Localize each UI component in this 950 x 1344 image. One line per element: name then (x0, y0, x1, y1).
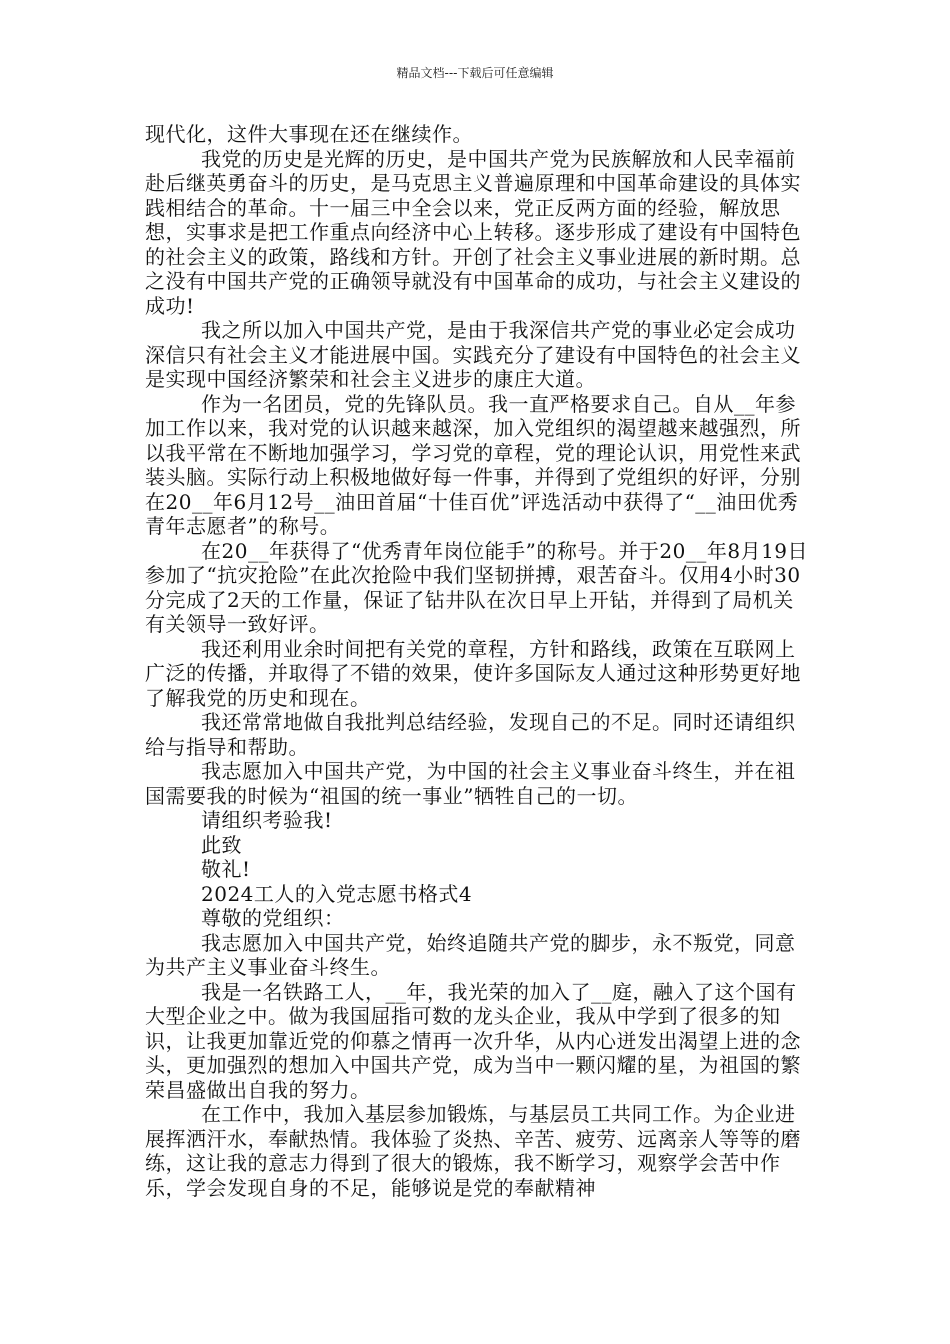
section-title: 2024工人的入党志愿书格式4 (201, 881, 473, 906)
paragraph: 我志愿加入中国共产党，为中国的社会主义事业奋斗终生，并在祖国需要我的时候为“祖国的统一事业”牺牲自己的一切。 (145, 759, 796, 808)
closing-line: 此致 (201, 832, 242, 857)
paragraph: 我志愿加入中国共产党，始终追随共产党的脚步，永不叛党，同意为共产主义事业奋斗终生。 (145, 930, 796, 979)
paragraph: 现代化，这件大事现在还在继续作。 (145, 122, 473, 146)
paragraph: 在工作中，我加入基层参加锻炼，与基层员工共同工作。为企业进展挥洒汗水，奉献热情。我体验了炎热、辛苦、疲劳、远离亲人等等的磨练，这让我的意志力得到了很大的锻炼，我不断学习，观察学会苦中作乐，学会发现自身的不足，能够说是党的奉献精神 (145, 1102, 801, 1200)
salutation: 尊敬的党组织： (201, 906, 345, 930)
paragraph: 我之所以加入中国共产党，是由于我深信共产党的事业必定会成功深信只有社会主义才能进展中国。实践充分了建设有中国特色的社会主义是实现中国经济繁荣和社会主义进步的康庄大道。 (145, 318, 801, 391)
paragraph: 我还利用业余时间把有关党的章程，方针和路线，政策在互联网上广泛的传播，并取得了不错的效果，使许多国际友人通过这种形势更好地了解我党的历史和现在。 (145, 636, 801, 710)
page-header: 精品文档---下载后可任意编辑 (396, 66, 554, 80)
closing-line: 敬礼! (201, 857, 251, 881)
closing-line: 请组织考验我! (201, 808, 333, 832)
paragraph: 我党的历史是光辉的历史，是中国共产党为民族解放和人民幸福前赴后继英勇奋斗的历史，是马克思主义普遍原理和中国革命建设的具体实践相结合的革命。十一届三中全会以来，党正反两方面的经验，解放思想，实事求是把工作重点向经济中心上转移。逐步形成了建设有中国特色的社会主义的政策，路线和方针。开创了社会主义事业进展的新时期。总之没有中国共产党的正确领导就没有中国革命的成功，与社会主义建设的成功! (145, 146, 801, 318)
paragraph: 我是一名铁路工人，__年，我光荣的加入了__庭，融入了这个国有大型企业之中。做为我国屈指可数的龙头企业，我从中学到了很多的知识，让我更加靠近党的仰慕之情再一次升华，从内心迸发出渴望上进的念头，更加强烈的想加入中国共产党，成为当中一颗闪耀的星，为祖国的繁荣昌盛做出自我的努力。 (145, 979, 801, 1102)
paragraph: 在20__年获得了“优秀青年岗位能手”的称号。并于20__年8月19日参加了“抗灾抢险”在此次抢险中我们坚韧拼搏，艰苦奋斗。仅用4小时30分完成了2天的工作量，保证了钻井队在次日早上开钻，并得到了局机关有关领导一致好评。 (145, 538, 809, 636)
paragraph: 我还常常地做自我批判总结经验，发现自己的不足。同时还请组织给与指导和帮助。 (145, 710, 796, 759)
paragraph: 作为一名团员，党的先锋队员。我一直严格要求自己。自从__年参加工作以来，我对党的认识越来越深，加入党组织的渴望越来越强烈，所以我平常在不断地加强学习，学习党的章程，党的理论认识，用党性来武装头脑。实际行动上积极地做好每一件事，并得到了党组织的好评，分别在20__年6月12号__油田首届“十佳百优”评选活动中获得了“__油田优秀青年志愿者”的称号。 (145, 391, 801, 538)
document-body (145, 122, 811, 1200)
